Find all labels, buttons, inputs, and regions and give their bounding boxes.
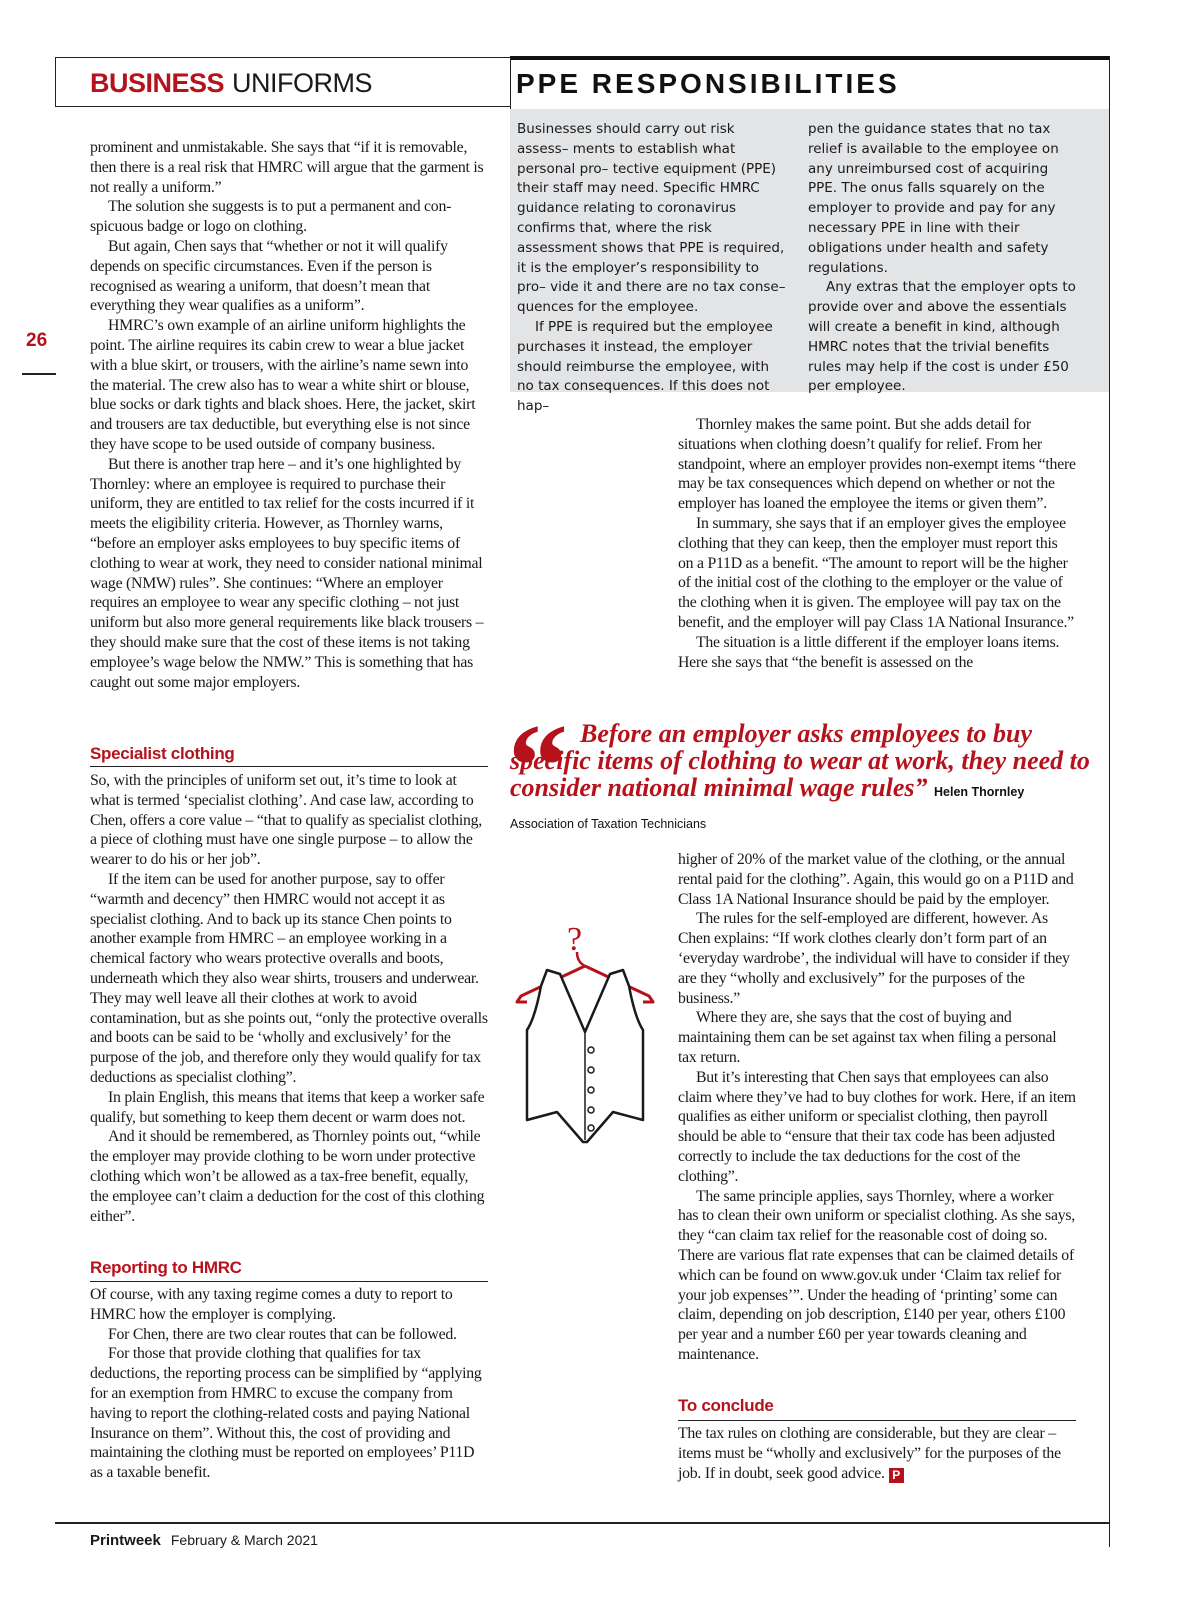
- frame-left: [55, 57, 56, 106]
- body-paragraph: For those that provide clothing that qualifies for tax deductions, the reporting process can be simplified by “applying for an exemption from HMRC to excuse the company from having to report the clothing-related costs and paying National Insurance on them”. Without this, the cost of providing and maintaining the clothing must be reported on employees’ P11D as a taxable benefit.: [90, 1345, 482, 1482]
- body-paragraph: But again, Chen says that “whether or not it will qualify depends on specific circumstances. Even if the person is recognised as wearing a uniform, that doesn’t mean that everything they wear qualifies as a uniform”.: [90, 237, 448, 315]
- body-paragraph: But it’s interesting that Chen says that employees can also claim where they’ve had to buy clothes for work. Here, if an item qualifies as either uniform or specialist clothing, then payroll should be able to “ensure that their tax code has been adjusted correctly to include the tax deductions for the cost of the clothing”.: [678, 1068, 1076, 1185]
- section-header: [90, 66, 372, 100]
- body-paragraph: HMRC’s own example of an airline uniform highlights the point. The airline requires its cabin crew to wear a blue jacket with a blue skirt, or trousers, with the airline’s name sewn into the material. The crew also has to wear a white shirt or blouse, blue socks or dark tights and black shoes. Here, the jacket, skirt and trousers are tax deductible, but everything else is not since they have scope to be used outside of company business.: [90, 317, 476, 453]
- subhead-conclude: To conclude: [678, 1396, 774, 1415]
- waistcoat-illustration: [505, 922, 665, 1152]
- box-paragraph: If PPE is required but the employee purchases it instead, the employer should reimburse the employee, with no tax consequences. If this does not hap–: [517, 318, 773, 415]
- quote-mark: “: [508, 699, 568, 832]
- body-paragraph: Thornley makes the same point. But she adds detail for situations when clothing doesn’t qualify for relief. From her standpoint, where an employer provides non-exempt items “there may be tax consequences which depend on whether or not the employer has loaned the employee the items or given them”.: [678, 416, 1076, 513]
- body-paragraph: The rules for the self-employed are different, however. As Chen explains: “If work clothes clearly don’t form part of an ‘everyday wardrobe’, the individual will have to consider if they are they “wholly and exclusively” for the purposes of the business.”: [678, 910, 1070, 1007]
- button: [588, 1125, 594, 1131]
- body-paragraph: In plain English, this means that items that keep a worker safe qualify, but something to keep them decent or warm does not.: [90, 1088, 485, 1126]
- quote-author: Helen Thornley: [934, 785, 1025, 799]
- subhead-rule: [678, 1420, 1076, 1421]
- body-paragraph: The situation is a little different if the employer loans items. Here she says that “the benefit is assessed on the: [678, 633, 1060, 671]
- subhead-reporting: Reporting to HMRC: [90, 1258, 242, 1277]
- page-number-rule: [22, 373, 56, 375]
- box-divider: [510, 57, 511, 109]
- box-paragraph: Businesses should carry out risk assess– ments to establish what personal pro– tective equipment (PPE) their staff may need. Specific HMRC guidance relating to coronavirus confirms that, where the risk assessment shows that PPE is required, it is the employer’s responsibility to pro– vide it and there are no tax conse– quences for the employee.: [517, 121, 786, 316]
- button: [588, 1107, 594, 1113]
- quote-body: Before an employer asks employees to buy specific items of clothing to wear at work, they need to consider national minimal wage rules”: [510, 719, 1090, 802]
- body-paragraph: For Chen, there are two clear routes that can be followed.: [108, 1325, 457, 1343]
- body-paragraph: [678, 1424, 1076, 1483]
- topic-label: UNIFORMS: [232, 68, 373, 98]
- question-mark: ?: [567, 922, 583, 958]
- body-paragraph: If the item can be used for another purpose, say to offer “warmth and decency” then HMRC would not accept it as specialist clothing. And to back up its stance Chen points to another example from HMRC – an employee working in a chemical factory who wears protective overalls and boots, underneath which they also wear shirts, trousers and underwear. They may well leave all their clothes at work to avoid contamination, but as she points out, “only the protective overalls and boots can be said to be ‘wholly and exclusively’ for the purpose of the job, and therefore only they would qualify for tax deductions as specialist clothing”.: [90, 870, 488, 1086]
- header-rule: [55, 106, 510, 107]
- pull-quote: [510, 720, 1090, 838]
- button: [588, 1067, 594, 1073]
- button: [588, 1047, 594, 1053]
- waistcoat-icon: [505, 922, 665, 1152]
- page-number: 26: [26, 330, 48, 351]
- body-paragraph: Where they are, she says that the cost of buying and maintaining them can be set against tax when filing a personal tax return.: [678, 1009, 1057, 1066]
- box-paragraph: Any extras that the employer opts to provide over and above the essentials will create a benefit in kind, although HMRC notes that the trivial benefits rules may help if the cost is under £50 per employee.: [808, 279, 1076, 395]
- top-rule-left: [55, 57, 510, 58]
- conclude-text: The tax rules on clothing are considerable, but they are clear – items must be “wholly and exclusively” for the purposes of the job. If in doubt, seek good advice.: [678, 1425, 1061, 1482]
- button: [588, 1087, 594, 1093]
- box-column-2: [808, 120, 1078, 397]
- box-column-1: [517, 120, 789, 417]
- top-rule-right: [510, 56, 1110, 60]
- body-paragraph: And it should be remembered, as Thornley points out, “while the employer may provide clothing to be worn under protective clothing which won’t be allowed as a tax-free benefit, equally, the employee can’t claim a deduction for the cost of this clothing either”.: [90, 1128, 485, 1225]
- body-paragraph: The same principle applies, says Thornley, where a worker has to clean their own uniform or specialist clothing. As she says, they “can claim tax relief for the reasonable cost of doing so. There are various flat rate expenses that can be claimed details of which can be found on www.gov.uk under ‘Claim tax relief for your job expenses’”. Under the heading of ‘printing’ some can claim, depending on job description, £140 per year, others £100 per year and a number £60 per year towards cleaning and maintenance.: [678, 1187, 1075, 1363]
- footer-rule: [55, 1522, 1109, 1524]
- frame-right: [1109, 57, 1110, 1547]
- subhead-rule: [90, 1281, 488, 1282]
- box-paragraph: pen the guidance states that no tax relief is available to the employee on any unreimbursed cost of acquiring PPE. The onus falls squarely on the employer to provide and pay for any necessary PPE in line with their obligations under health and safety regulations.: [808, 121, 1059, 276]
- body-paragraph: prominent and unmistakable. She says that “if it is removable, then there is a real risk that HMRC will argue that the garment is not really a uniform.”: [90, 139, 484, 196]
- quote-author-role: Association of Taxation Technicians: [510, 817, 707, 831]
- subhead-specialist-clothing: Specialist clothing: [90, 744, 235, 763]
- left-column-reporting: [90, 1285, 488, 1483]
- right-column-bottom: [678, 850, 1076, 1365]
- body-paragraph: But there is another trap here – and it’s one highlighted by Thornley: where an employee is required to purchase their uniform, they are entitled to tax relief for the costs incurred if it meets the eligibility criteria. However, as Thornley warns, “before an employer asks employees to buy specific items of clothing to wear at work, they need to consider national minimal wage (NMW) rules”. She continues: “Where an employer requires an employee to wear any specific clothing – not just uniform but also more general requirements like black trousers – they should make sure that the cost of these items is not taking employee’s wage below the NMW.” This is something that has caught out some major employers.: [90, 455, 484, 691]
- right-column-conclude: [678, 1424, 1076, 1483]
- left-column-specialist: [90, 771, 488, 1226]
- body-paragraph: In summary, she says that if an employer gives the employee clothing that they can keep, then the employer must report this on a P11D as a benefit. “The amount to report will be the higher of the initial cost of the clothing to the employer or the value of the clothing when it is given. The employee will pay tax on the benefit, and the employer will pay Class 1A National Insurance.”: [678, 514, 1074, 631]
- box-title: PPE RESPONSIBILITIES: [516, 68, 900, 99]
- footer-issue: February & March 2021: [170, 1532, 318, 1548]
- body-paragraph: The solution she suggests is to put a permanent and conspicuous badge or logo on clothing.: [90, 198, 452, 236]
- footer: [90, 1532, 318, 1549]
- quote-text: [510, 720, 1090, 838]
- body-paragraph: Of course, with any taxing regime comes a duty to report to HMRC how the employer is complying.: [90, 1286, 453, 1323]
- left-column-intro: [90, 138, 488, 692]
- body-paragraph: higher of 20% of the market value of the clothing, or the annual rental paid for the clothing”. Again, this would go on a P11D and Class 1A National Insurance should be paid by the employer.: [678, 851, 1074, 908]
- end-mark-icon: P: [889, 1468, 904, 1483]
- body-paragraph: So, with the principles of uniform set out, it’s time to look at what is termed ‘specialist clothing’. And case law, according to Chen, offers a core value – “that to qualify as specialist clothing, a piece of clothing must have one single purpose – to allow the wearer to do his or her job”.: [90, 772, 482, 869]
- section-label: BUSINESS: [90, 68, 225, 98]
- footer-brand: Printweek: [90, 1532, 161, 1549]
- subhead-rule: [90, 766, 488, 767]
- right-column-top: [678, 415, 1076, 672]
